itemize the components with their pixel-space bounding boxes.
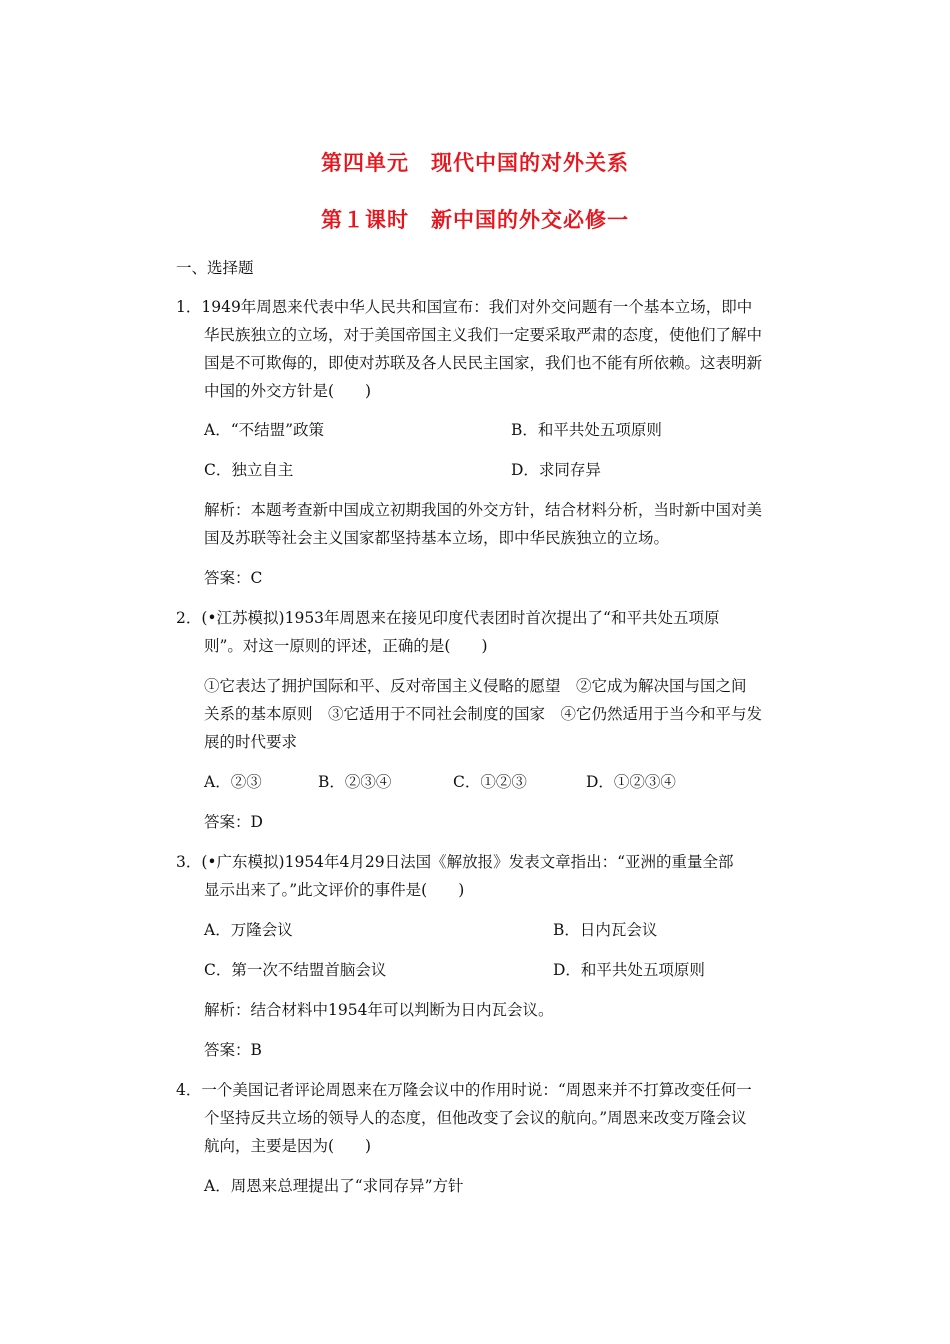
q2-line-1: 2．(•江苏模拟)1953年周恩来在接见印度代表团时首次提出了“和平共处五项原 — [176, 609, 720, 627]
q1-option-a: A．“不结盟”政策 — [204, 421, 325, 439]
q1-line-1: 1．1949年周恩来代表中华人民共和国宣布：我们对外交问题有一个基本立场，即中 — [176, 298, 753, 316]
q3-answer: 答案：B — [204, 1041, 262, 1059]
q2-answer: 答案：D — [204, 813, 263, 831]
q3-option-d: D．和平共处五项原则 — [553, 961, 705, 979]
q2-option-a: A．②③ — [204, 773, 262, 791]
q1-line-3: 国是不可欺侮的，即使对苏联及各人民民主国家，我们也不能有所依赖。这表明新 — [204, 354, 763, 372]
q2-line-2: 则”。对这一原则的评述，正确的是( ) — [204, 637, 488, 655]
q1-analysis-1: 解析：本题考查新中国成立初期我国的外交方针，结合材料分析，当时新中国对美 — [204, 501, 763, 519]
section-heading: 一、选择题 — [176, 259, 254, 277]
q3-line-2: 显示出来了。”此文评价的事件是( ) — [204, 881, 465, 899]
q1-option-d: D．求同存异 — [511, 461, 601, 479]
q2-statement-2: 关系的基本原则 ③它适用于不同社会制度的国家 ④它仍然适用于当今和平与发 — [204, 705, 763, 723]
lesson-title: 第１课时 新中国的外交必修一 — [321, 207, 629, 232]
q4-option-a: A．周恩来总理提出了“求同存异”方针 — [204, 1177, 464, 1195]
q4-line-1: 4．一个美国记者评论周恩来在万隆会议中的作用时说：“周恩来并不打算改变任何一 — [176, 1081, 752, 1099]
q2-statement-1: ①它表达了拥护国际和平、反对帝国主义侵略的愿望 ②它成为解决国与国之间 — [204, 677, 747, 695]
q1-line-4: 中国的外交方针是( ) — [204, 382, 372, 400]
q3-option-c: C．第一次不结盟首脑会议 — [204, 961, 387, 979]
q2-option-c: C．①②③ — [453, 773, 527, 791]
q1-option-b: B．和平共处五项原则 — [511, 421, 662, 439]
q1-analysis-2: 国及苏联等社会主义国家都坚持基本立场，即中华民族独立的立场。 — [204, 529, 670, 547]
q1-option-c: C．独立自主 — [204, 461, 294, 479]
q3-analysis: 解析：结合材料中1954年可以判断为日内瓦会议。 — [204, 1001, 554, 1019]
unit-title: 第四单元 现代中国的对外关系 — [321, 150, 629, 175]
q2-option-d: D．①②③④ — [586, 773, 676, 791]
q1-answer: 答案：C — [204, 569, 263, 587]
q2-option-b: B．②③④ — [318, 773, 392, 791]
q3-option-a: A．万隆会议 — [204, 921, 293, 939]
q4-line-2: 个坚持反共立场的领导人的态度，但他改变了会议的航向。”周恩来改变万隆会议 — [204, 1109, 747, 1127]
q3-line-1: 3．(•广东模拟)1954年4月29日法国《解放报》发表文章指出：“亚洲的重量全部 — [176, 853, 734, 871]
q4-line-3: 航向，主要是因为( ) — [204, 1137, 372, 1155]
q3-option-b: B．日内瓦会议 — [553, 921, 658, 939]
q1-line-2: 华民族独立的立场，对于美国帝国主义我们一定要采取严肃的态度，使他们了解中 — [204, 326, 763, 344]
q2-statement-3: 展的时代要求 — [204, 733, 298, 751]
